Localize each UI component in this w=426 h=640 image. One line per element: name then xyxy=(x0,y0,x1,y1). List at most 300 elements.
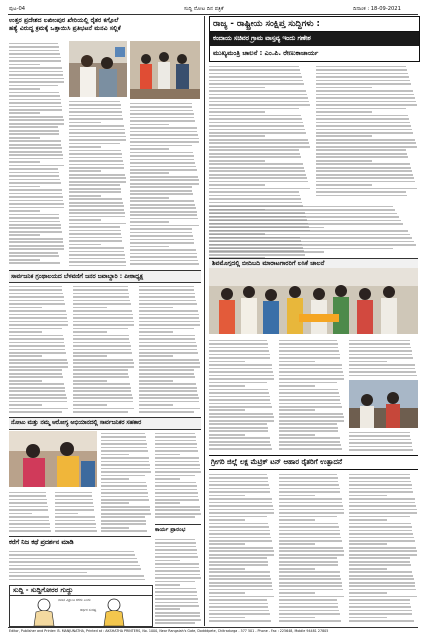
text-line xyxy=(69,108,121,110)
left-mid-text-col1 xyxy=(9,284,69,414)
text-line xyxy=(9,207,64,209)
text-line xyxy=(316,104,417,106)
text-line xyxy=(209,129,305,131)
text-line xyxy=(139,369,194,371)
text-line xyxy=(9,317,67,319)
text-line xyxy=(209,413,273,415)
text-line xyxy=(279,610,339,612)
text-line xyxy=(101,454,129,456)
text-line xyxy=(139,300,196,302)
text-line xyxy=(139,335,195,337)
text-line xyxy=(279,523,338,525)
text-line xyxy=(9,349,65,351)
text-line xyxy=(101,436,146,438)
text-line xyxy=(209,350,269,352)
right-band-text-col1 xyxy=(209,472,275,624)
text-line xyxy=(209,69,300,71)
text-line xyxy=(73,349,131,351)
text-line xyxy=(155,549,197,551)
text-line xyxy=(9,119,64,121)
text-line xyxy=(9,300,64,302)
text-line xyxy=(209,146,310,148)
text-line xyxy=(9,196,63,198)
text-line xyxy=(155,608,180,610)
text-line xyxy=(209,220,401,222)
text-line xyxy=(139,387,197,389)
text-line xyxy=(69,170,101,172)
text-line xyxy=(209,361,245,363)
text-line xyxy=(209,441,270,443)
text-line xyxy=(69,111,122,113)
text-line xyxy=(130,246,169,248)
text-line xyxy=(9,109,62,111)
text-line xyxy=(9,81,64,83)
text-line xyxy=(69,101,120,103)
text-line xyxy=(73,366,134,368)
lead-banner xyxy=(209,16,420,62)
text-line xyxy=(55,495,92,497)
text-line xyxy=(209,347,268,349)
text-line xyxy=(9,221,60,223)
text-line xyxy=(316,188,417,190)
text-line xyxy=(316,132,413,134)
text-line xyxy=(130,218,198,220)
text-line xyxy=(9,245,64,247)
text-line xyxy=(130,179,199,181)
text-line xyxy=(130,138,199,140)
mid-column-subhead-text: ಕಾರ್ಯ ಪ್ರಾರಂಭ xyxy=(155,527,186,533)
left-bottom-text-col2 xyxy=(55,490,97,534)
text-line xyxy=(69,254,125,256)
text-line xyxy=(55,492,92,494)
text-line xyxy=(9,248,64,250)
text-line xyxy=(349,505,416,507)
text-line xyxy=(209,248,393,250)
text-line xyxy=(155,482,196,484)
text-line xyxy=(155,440,196,442)
text-line xyxy=(69,195,101,197)
text-line xyxy=(279,617,315,619)
text-line xyxy=(9,214,59,216)
text-line xyxy=(9,147,62,149)
small-story xyxy=(9,536,151,549)
text-line xyxy=(349,364,415,366)
text-line xyxy=(9,241,63,243)
cartoon-caption-right: ಆರ್ಥಿಕ ಸಂಕಷ್ಟ xyxy=(80,608,97,612)
text-line xyxy=(139,394,198,396)
text-line xyxy=(101,443,147,445)
text-line xyxy=(279,416,344,418)
text-line xyxy=(155,584,180,586)
left-mid-headline: ಸಾರ್ವಜನಿಕ ಗ್ರಂಥಾಲಯದ ಬೆಳವಣಿಗೆ ಜನರ ಜವಾಬ್ದಾರಿ : ಪೀಠಾಧ್ಯಕ್ಷ xyxy=(11,273,144,280)
text-line xyxy=(279,592,315,594)
text-line xyxy=(155,447,197,449)
text-line xyxy=(279,403,341,405)
text-line xyxy=(9,404,42,406)
text-line xyxy=(279,371,343,373)
text-line xyxy=(209,561,268,563)
text-line xyxy=(69,265,126,267)
text-line xyxy=(209,420,274,422)
text-line xyxy=(69,174,125,176)
text-line xyxy=(209,533,270,535)
text-line xyxy=(9,397,67,399)
text-line xyxy=(55,509,94,511)
text-line xyxy=(209,423,267,425)
text-line xyxy=(209,448,272,450)
text-line xyxy=(209,251,324,253)
text-line xyxy=(316,160,372,162)
text-line xyxy=(209,575,270,577)
text-line xyxy=(209,368,272,370)
text-line xyxy=(209,396,270,398)
text-line xyxy=(209,550,274,552)
text-line xyxy=(9,92,59,94)
text-line xyxy=(155,591,197,593)
text-line xyxy=(279,441,340,443)
text-line xyxy=(9,53,60,55)
text-line xyxy=(316,122,410,124)
text-line xyxy=(139,352,198,354)
text-line xyxy=(279,533,340,535)
left-bottom-photo xyxy=(9,431,97,487)
text-line xyxy=(279,530,340,532)
text-line xyxy=(279,484,339,486)
text-line xyxy=(9,179,60,181)
text-line xyxy=(9,217,59,219)
text-line xyxy=(9,530,51,532)
text-line xyxy=(209,512,274,514)
text-line xyxy=(349,620,414,622)
text-line xyxy=(349,540,415,542)
text-line xyxy=(279,550,344,552)
text-line xyxy=(279,509,344,511)
text-line xyxy=(349,571,412,573)
text-line xyxy=(279,354,340,356)
text-line xyxy=(69,146,101,148)
text-line xyxy=(209,104,310,106)
text-line xyxy=(209,73,301,75)
text-line xyxy=(349,435,410,437)
text-line xyxy=(73,317,133,319)
lead-photo xyxy=(209,268,418,334)
text-line xyxy=(316,125,411,127)
text-line xyxy=(155,464,200,466)
text-line xyxy=(101,447,147,449)
text-line xyxy=(101,530,147,532)
text-line xyxy=(69,115,122,117)
text-line xyxy=(73,387,131,389)
text-line xyxy=(130,263,199,265)
text-line xyxy=(155,560,180,562)
text-line xyxy=(209,617,245,619)
text-line xyxy=(101,471,151,473)
text-line xyxy=(209,142,309,144)
text-line xyxy=(209,357,270,359)
text-line xyxy=(73,335,129,337)
text-line xyxy=(209,537,271,539)
text-line xyxy=(139,307,173,309)
text-line xyxy=(279,554,344,556)
text-line xyxy=(73,401,133,403)
text-line xyxy=(316,195,407,197)
text-line xyxy=(279,340,337,342)
text-line xyxy=(9,527,50,529)
text-line xyxy=(209,582,272,584)
text-line xyxy=(9,168,58,170)
text-line xyxy=(130,127,197,129)
text-line xyxy=(349,519,387,521)
text-line xyxy=(279,368,342,370)
text-line xyxy=(9,234,40,236)
text-line xyxy=(9,99,61,101)
text-line xyxy=(9,67,62,69)
text-line xyxy=(209,230,408,232)
text-line xyxy=(155,468,200,470)
text-line xyxy=(209,554,274,556)
footer-imprint: Editor, Publisher and Printer: B. MANJUNATHA, Printed at : AKSHATHA PRINTERS, No. 1000, Near Rangaiah's Gate, Dodddpete, Chitradurga - 577 501 - Phone - Fax : 225648, Mobile 94481 27805 xyxy=(9,629,329,633)
text-line xyxy=(316,69,407,71)
text-line xyxy=(209,191,299,193)
text-line xyxy=(349,575,413,577)
text-line xyxy=(101,433,145,435)
text-line xyxy=(279,427,338,429)
text-line xyxy=(349,568,387,570)
text-line xyxy=(155,588,196,590)
text-line xyxy=(69,202,123,204)
text-line xyxy=(139,404,173,406)
left-bottom-text-col3 xyxy=(101,431,151,534)
text-line xyxy=(349,578,414,580)
left-top-text-col1 xyxy=(9,41,65,267)
text-line xyxy=(9,255,59,257)
text-line xyxy=(155,612,200,614)
text-line xyxy=(9,579,145,581)
text-line xyxy=(155,553,197,555)
text-line xyxy=(209,209,395,211)
text-line xyxy=(155,556,198,558)
text-line xyxy=(9,408,68,410)
text-line xyxy=(209,149,299,151)
right-mid-photo xyxy=(349,380,418,428)
text-line xyxy=(69,237,122,239)
text-line xyxy=(139,401,199,403)
left-top-headline-2: ಹತ್ಯೆ ವಿರುದ್ಧ ಕ್ರಮಕ್ಕೆ ಒತ್ತಾಯಿಸಿ ಪ್ರತಿಭಟನೆ ಮನವಿ ಸಲ್ಲಿಕೆ xyxy=(9,25,121,32)
text-line xyxy=(209,108,299,110)
text-line xyxy=(9,502,47,504)
text-line xyxy=(316,184,372,186)
cartoon-title: ಸುದ್ದಿ - ಸುದ್ದಿಗೋರರ ಗುದ್ದು xyxy=(10,586,152,596)
text-line xyxy=(209,174,306,176)
text-line xyxy=(155,489,197,491)
text-line xyxy=(209,585,272,587)
text-line xyxy=(279,603,338,605)
text-line xyxy=(209,195,300,197)
text-line xyxy=(130,228,192,230)
text-line xyxy=(209,516,267,518)
text-line xyxy=(209,241,414,243)
mid-column-subhead xyxy=(155,524,201,536)
text-line xyxy=(349,606,411,608)
text-line xyxy=(155,499,199,501)
text-line xyxy=(139,321,200,323)
text-line xyxy=(9,144,61,146)
mid-column-text xyxy=(155,431,201,521)
text-line xyxy=(349,547,416,549)
text-line xyxy=(279,585,342,587)
left-top-photo xyxy=(69,41,127,97)
text-line xyxy=(209,596,274,598)
text-line xyxy=(9,335,63,337)
text-line xyxy=(316,80,410,82)
left-top-story xyxy=(9,17,201,39)
text-line xyxy=(209,437,270,439)
text-line xyxy=(101,485,147,487)
text-line xyxy=(209,620,271,622)
text-line xyxy=(73,380,107,382)
text-line xyxy=(139,380,173,382)
text-line xyxy=(316,139,415,141)
text-line xyxy=(9,203,64,205)
text-line xyxy=(9,324,68,326)
text-line xyxy=(209,505,273,507)
text-line xyxy=(130,239,194,241)
text-line xyxy=(316,170,412,172)
text-line xyxy=(9,46,59,48)
text-line xyxy=(349,361,387,363)
text-line xyxy=(9,509,48,511)
right-mid-text-col1 xyxy=(209,338,275,452)
text-line xyxy=(209,519,245,521)
text-line xyxy=(73,324,134,326)
text-line xyxy=(155,622,195,624)
text-line xyxy=(316,83,411,85)
left-bottom-headline: ನೋಟು ಮತ್ತು ನಮ್ಮ ಆರೋಗ್ಯ ಅಭಿಯಾನದಲ್ಲಿ ಸಾರ್ವಜನಿಕರ ಸಹಕಾರ xyxy=(11,420,142,426)
text-line xyxy=(9,210,40,212)
text-line xyxy=(69,104,121,106)
text-line xyxy=(279,526,339,528)
text-line xyxy=(279,385,315,387)
text-line xyxy=(349,589,416,591)
text-line xyxy=(279,568,315,570)
text-line xyxy=(69,181,126,183)
text-line xyxy=(209,564,268,566)
text-line xyxy=(9,74,63,76)
text-line xyxy=(209,540,272,542)
text-line xyxy=(155,457,199,459)
text-line xyxy=(130,214,197,216)
text-line xyxy=(73,376,129,378)
text-line xyxy=(69,143,120,145)
text-line xyxy=(130,172,169,174)
text-line xyxy=(349,599,410,601)
lead-photo-caption-text: ಶಿವಮೊಗ್ಗದಲ್ಲಿ ಬೀದಿಬದಿ ಮಾರಾಟಗಾರರಿಗೆ ಲಸಿಕೆ ಚಾಲನೆ xyxy=(212,260,325,267)
text-line xyxy=(139,345,197,347)
text-line xyxy=(9,551,134,553)
text-line xyxy=(349,449,413,451)
text-line xyxy=(55,499,93,501)
text-line xyxy=(9,43,58,45)
text-line xyxy=(279,392,339,394)
text-line xyxy=(349,495,387,497)
left-bottom-text-col1 xyxy=(9,490,51,534)
small-story-headline: ಕರೆಗೆ ನಿಜ ಕಥೆ ಪ್ರದರ್ಶನ ಮಾಡಿ xyxy=(9,539,74,546)
text-line xyxy=(9,338,64,340)
text-line xyxy=(316,101,416,103)
text-line xyxy=(209,592,245,594)
text-line xyxy=(9,561,138,563)
text-line xyxy=(209,122,303,124)
text-line xyxy=(9,565,140,567)
text-line xyxy=(130,124,169,126)
text-line xyxy=(209,509,274,511)
text-line xyxy=(209,80,303,82)
text-line xyxy=(209,444,271,446)
text-line xyxy=(9,411,62,413)
text-line xyxy=(209,153,300,155)
text-line xyxy=(73,307,107,309)
text-line xyxy=(209,364,272,366)
text-line xyxy=(130,106,192,108)
text-line xyxy=(155,433,195,435)
text-line xyxy=(349,446,412,448)
text-line xyxy=(209,87,265,89)
text-line xyxy=(130,131,197,133)
right-mid-text-col2 xyxy=(279,338,345,452)
lead-banner-line-1: ರಾಜ್ಯ - ರಾಷ್ಟ್ರೀಯ ಸಂಕ್ಷಿಪ್ತ ಸುದ್ದಿಗಳು : xyxy=(210,17,419,32)
text-line xyxy=(73,286,128,288)
small-story-text xyxy=(9,549,151,583)
text-line xyxy=(279,564,338,566)
text-line xyxy=(279,423,337,425)
text-line xyxy=(101,450,148,452)
text-line xyxy=(209,83,304,85)
lead-banner-line-2: ಕಂದಾಯ ಸಚಿವರ ಗ್ರಾಮ ವಾಸ್ತವ್ಯ ಇಂದು ಗಣೇಶ xyxy=(210,32,419,46)
text-line xyxy=(69,258,125,260)
text-line xyxy=(209,481,268,483)
text-line xyxy=(279,350,339,352)
text-line xyxy=(279,430,338,432)
text-line xyxy=(209,434,245,436)
text-line xyxy=(9,151,62,153)
text-line xyxy=(9,321,68,323)
text-line xyxy=(9,362,68,364)
text-line xyxy=(316,167,411,169)
footer-rule xyxy=(8,627,418,628)
text-line xyxy=(155,509,200,511)
text-line xyxy=(101,502,129,504)
text-line xyxy=(73,390,131,392)
text-line xyxy=(279,375,344,377)
text-line xyxy=(101,489,147,491)
text-line xyxy=(9,227,61,229)
text-line xyxy=(9,123,64,125)
text-line xyxy=(139,373,194,375)
text-line xyxy=(9,189,62,191)
text-line xyxy=(316,177,414,179)
text-line xyxy=(101,520,146,522)
text-line xyxy=(209,430,268,432)
text-line xyxy=(139,317,199,319)
text-line xyxy=(209,244,416,246)
text-line xyxy=(209,495,245,497)
text-line xyxy=(69,261,126,263)
text-line xyxy=(69,125,124,127)
text-line xyxy=(130,211,197,213)
text-line xyxy=(209,254,305,256)
text-line xyxy=(101,499,149,501)
text-line xyxy=(73,293,129,295)
